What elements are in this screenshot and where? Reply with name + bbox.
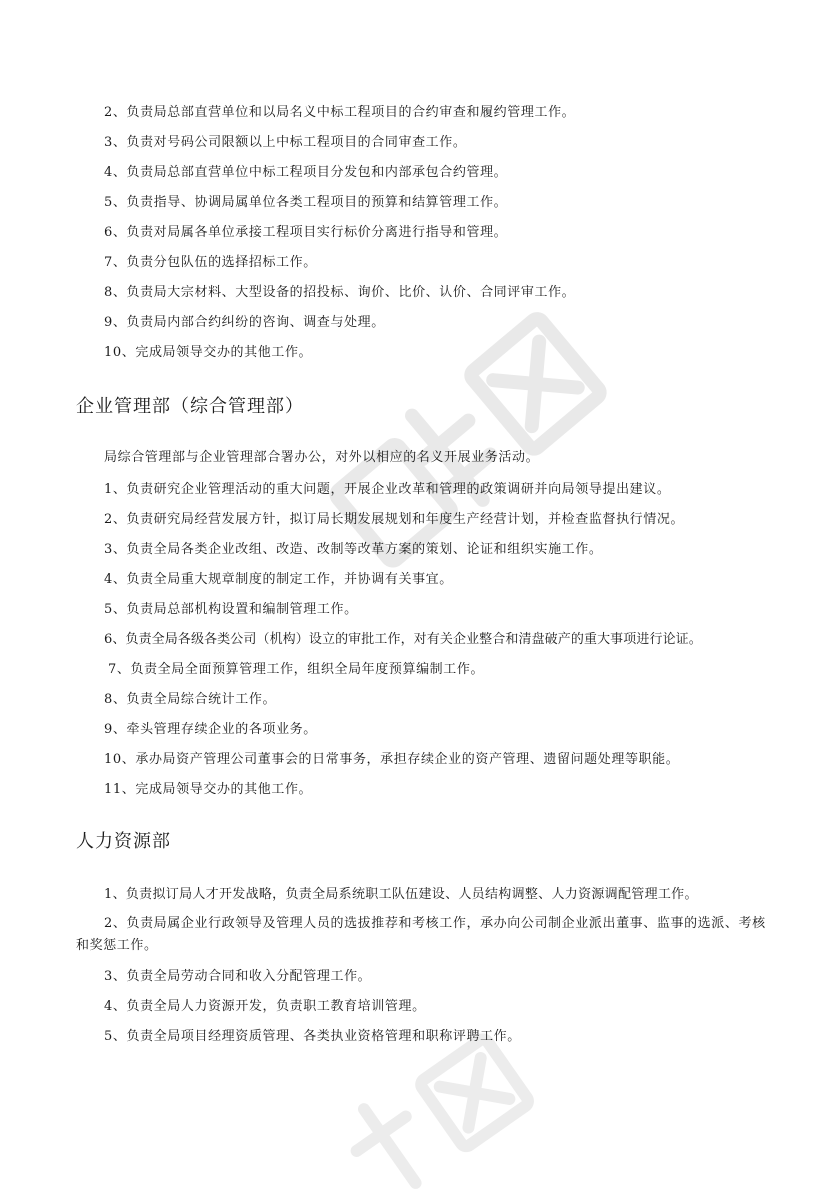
list-item: 10、完成局领导交办的其他工作。 [104, 345, 313, 360]
list-item: 3、负责全局各类企业改组、改造、改制等改革方案的策划、论证和组织实施工作。 [104, 542, 603, 557]
list-item: 5、负责指导、协调局属单位各类工程项目的预算和结算管理工作。 [104, 195, 508, 210]
list-item: 3、负责全局劳动合同和收入分配管理工作。 [104, 969, 372, 984]
section-intro: 局综合管理部与企业管理部合署办公，对外以相应的名义开展业务活动。 [104, 450, 540, 465]
section-heading: 企业管理部（综合管理部） [76, 396, 304, 417]
list-item: 6、负责对局属各单位承接工程项目实行标价分离进行指导和管理。 [104, 225, 508, 240]
list-item: 2、负责局总部直营单位和以局名义中标工程项目的合约审查和履约管理工作。 [104, 105, 576, 120]
list-item: 10、承办局资产管理公司董事会的日常事务，承担存续企业的资产管理、遗留问题处理等职能。 [104, 752, 680, 767]
list-item: 4、负责全局重大规章制度的制定工作，并协调有关事宜。 [104, 572, 453, 587]
section-heading: 人力资源部 [76, 831, 171, 852]
list-item: 7、负责全局全面预算管理工作，组织全局年度预算编制工作。 [108, 662, 485, 677]
list-item: 3、负责对号码公司限额以上中标工程项目的合同审查工作。 [104, 135, 467, 150]
list-item: 5、负责全局项目经理资质管理、各类执业资格管理和职称评聘工作。 [104, 1029, 521, 1044]
list-item: 9、牵头管理存续企业的各项业务。 [104, 722, 317, 737]
list-item: 1、负责拟订局人才开发战略，负责全局系统职工队伍建设、人员结构调整、人力资源调配管理工作。 [104, 887, 698, 902]
list-item: 7、负责分包队伍的选择招标工作。 [104, 255, 317, 270]
list-item: 8、负责局大宗材料、大型设备的招投标、询价、比价、认价、合同评审工作。 [104, 285, 576, 300]
list-item: 2、负责局属企业行政领导及管理人员的选拔推荐和考核工作，承办向公司制企业派出董事、监事的选派、考核和奖惩工作。 [76, 916, 766, 953]
list-item: 5、负责局总部机构设置和编制管理工作。 [104, 602, 358, 617]
list-item: 4、负责局总部直营单位中标工程项目分发包和内部承包合约管理。 [104, 165, 508, 180]
list-item: 6、负责全局各级各类公司（机构）设立的审批工作，对有关企业整合和清盘破产的重大事项进行论证。 [104, 632, 702, 647]
list-item: 2、负责研究局经营发展方针，拟订局长期发展规划和年度生产经营计划，并检查监督执行情况。 [104, 512, 685, 527]
list-item: 9、负责局内部合约纠纷的咨询、调查与处理。 [104, 315, 385, 330]
list-item: 4、负责全局人力资源开发，负责职工教育培训管理。 [104, 999, 426, 1014]
list-item: 11、完成局领导交办的其他工作。 [104, 782, 313, 797]
list-item: 8、负责全局综合统计工作。 [104, 692, 277, 707]
list-item: 1、负责研究企业管理活动的重大问题，开展企业改革和管理的政策调研并向局领导提出建议。 [104, 482, 671, 497]
